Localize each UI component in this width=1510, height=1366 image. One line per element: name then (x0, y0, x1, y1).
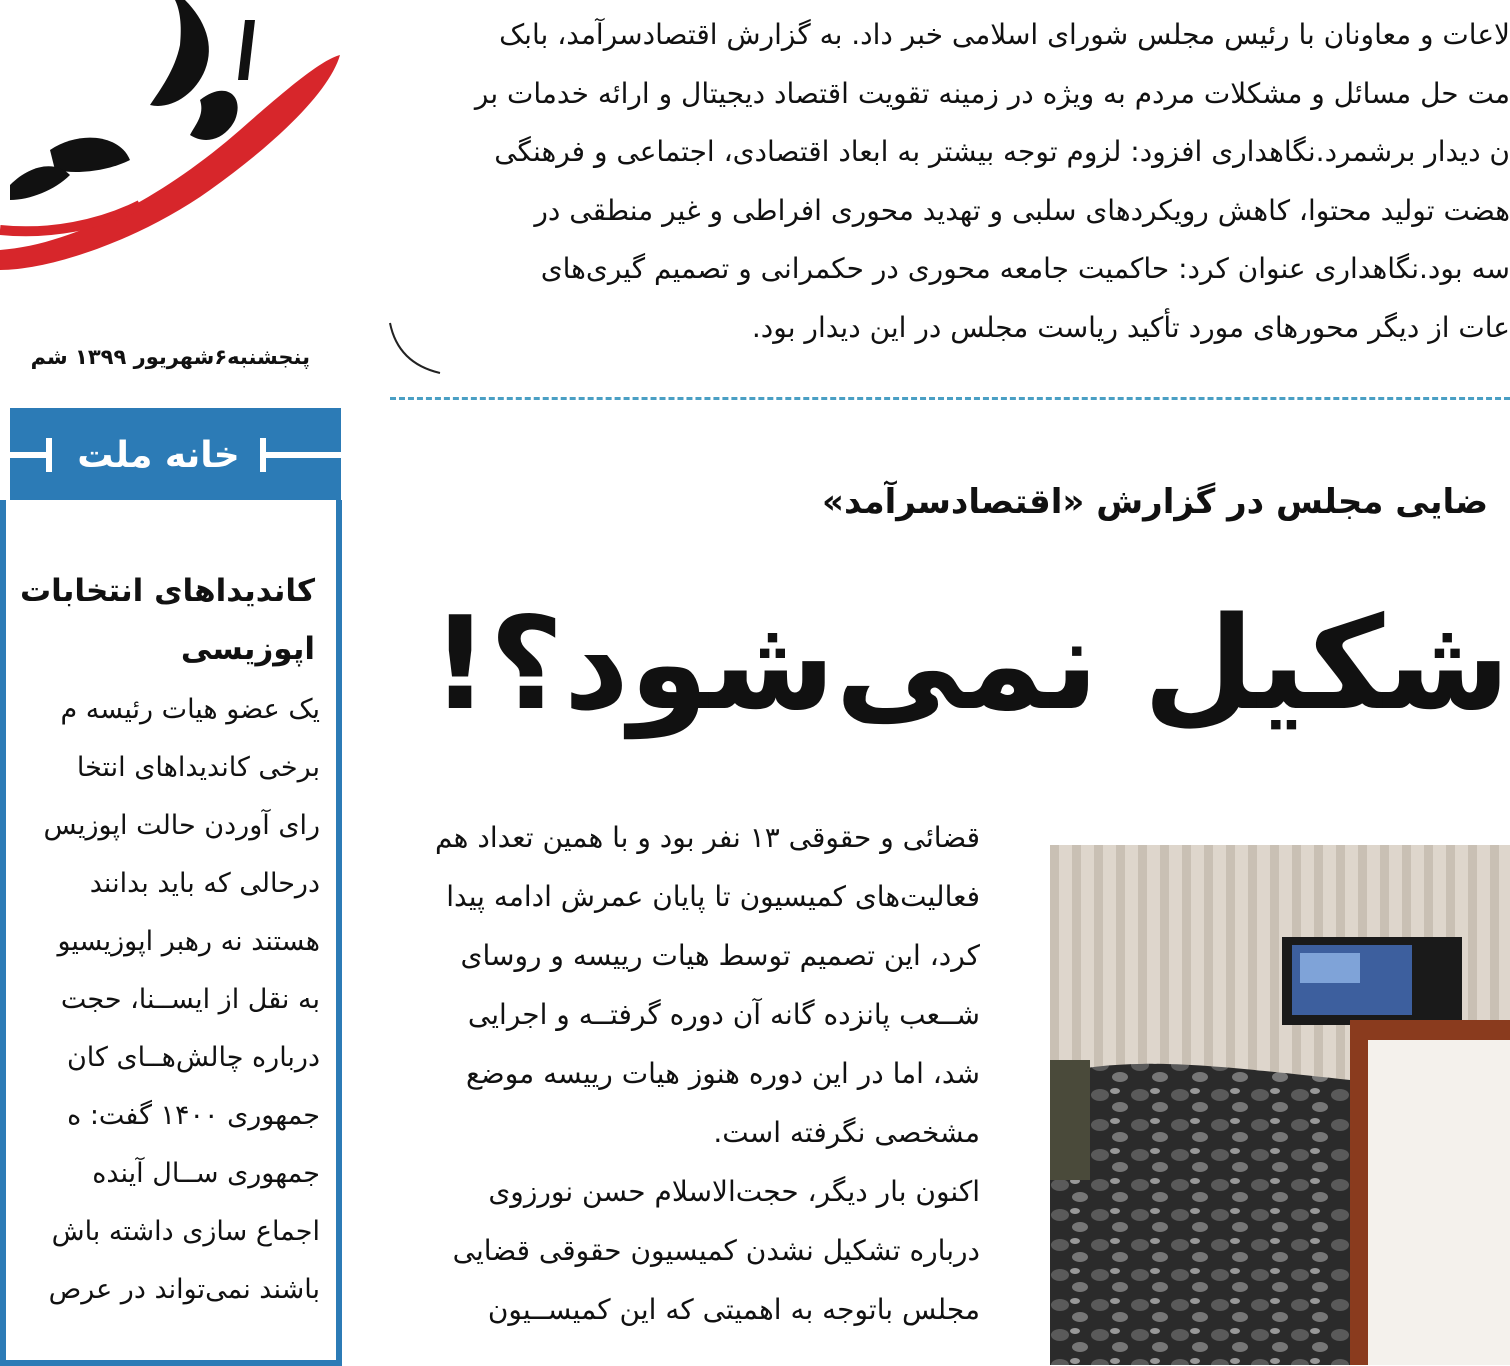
article-body (390, 808, 980, 1339)
sidebar-body-line: به نقل از ایســنا، حجت (60, 984, 320, 1015)
top-article-line: ن دیدار برشمرد.نگاهداری افزود: لزوم توجه بیشتر به ابعاد اقتصادی، اجتماعی و فرهنگی (494, 135, 1510, 168)
top-article-line: هضت تولید محتوا، کاهش رویکردهای سلبی و تهدید محوری افراطی و غیر منطقی در (534, 193, 1510, 227)
dateline: پنجشنبه۶شهریور ۱۳۹۹ شم (30, 345, 310, 369)
top-article-line: سه بود.نگاهداری عنوان کرد: حاکمیت جامعه محوری در حکمرانی و تصمیم گیری‌های (540, 252, 1510, 285)
article-body-line: مشخصی نگرفته است. (713, 1116, 980, 1149)
sidebar-body-line: جمهوری ســال آینده (92, 1158, 320, 1189)
sidebar-body-line: درباره چالش‌هــای کان (66, 1042, 320, 1073)
top-article-line: لاعات و معاونان با رئیس مجلس شورای اسلامی خبر داد. به گزارش اقتصادسرآمد، بابک (499, 18, 1510, 51)
top-article-line: عات از دیگر محورهای مورد تأکید ریاست مجلس در این دیدار بود. (751, 310, 1510, 344)
article-body-line: فعالیت‌های کمیسیون تا پایان عمرش ادامه پیدا (446, 880, 980, 913)
top-article-text (422, 6, 1510, 357)
newspaper-page (10, 0, 1510, 1343)
section-title: خانه ملت (77, 435, 240, 476)
article-body-line: شــعب پانزده گانه آن دوره گرفتــه و اجرایی (467, 998, 980, 1031)
sidebar-headline-line: کاندیداهای انتخابات (19, 573, 315, 609)
article-body-line: قضائی و حقوقی ۱۳ نفر بود و با همین تعداد هم (435, 821, 980, 854)
sidebar-body-line: یک عضو هیات رئیسه م (60, 694, 320, 725)
sidebar-body (10, 680, 320, 1318)
parliament-photo-icon (1050, 845, 1510, 1365)
article-body-line: مجلس باتوجه به اهمیتی که این کمیســیون (487, 1293, 980, 1326)
section-header-bar (10, 408, 341, 500)
sidebar-body-line: درحالی که باید بدانند (89, 868, 320, 899)
logo-swoosh-icon (10, 0, 345, 290)
article-headline: شکیل نمی‌شود؟! (430, 590, 1510, 739)
article-body-line: کرد، این تصمیم توسط هیات رییسه و روسای (460, 939, 980, 972)
section-tick-left (46, 438, 52, 472)
corner-curve-icon (385, 318, 445, 378)
article-kicker: ضایی مجلس در گزارش «اقتصادسرآمد» (822, 482, 1489, 522)
sidebar-body-line: اجماع سازی داشته باش (51, 1216, 320, 1247)
sidebar-body-line: هستند نه رهبر اپوزیسیو (57, 926, 320, 957)
article-body-line: شد، اما در این دوره هنوز هیات رییسه موضع (466, 1057, 980, 1090)
article-photo (1050, 845, 1510, 1365)
masthead-logo (10, 0, 345, 290)
article-body-line: درباره تشکیل نشدن کمیسیون حقوقی قضایی (452, 1234, 980, 1267)
sidebar-headline-line: اپوزیسی (180, 631, 315, 667)
sidebar-body-line: برخی کاندیداهای انتخا (76, 752, 320, 783)
sidebar-body-line: رای آوردن حالت اپوزیس (43, 810, 320, 841)
top-article-line: مت حل مسائل و مشکلات مردم به ویژه در زمینه تقویت اقتصاد دیجیتال و ارائه خدمات بر (474, 76, 1510, 110)
section-rule-right (260, 452, 341, 458)
sidebar-column (10, 0, 345, 1343)
sidebar-body-line: جمهوری ۱۴۰۰ گفت: ه (67, 1100, 320, 1131)
dashed-separator (390, 397, 1510, 400)
article-body-line: اکنون بار دیگر، حجت‌الاسلام حسن نورزوی (488, 1175, 980, 1208)
sidebar-headline (10, 562, 315, 678)
section-rule-left (10, 452, 50, 458)
sidebar-body-line: باشند نمی‌تواند در عرص (48, 1274, 320, 1305)
